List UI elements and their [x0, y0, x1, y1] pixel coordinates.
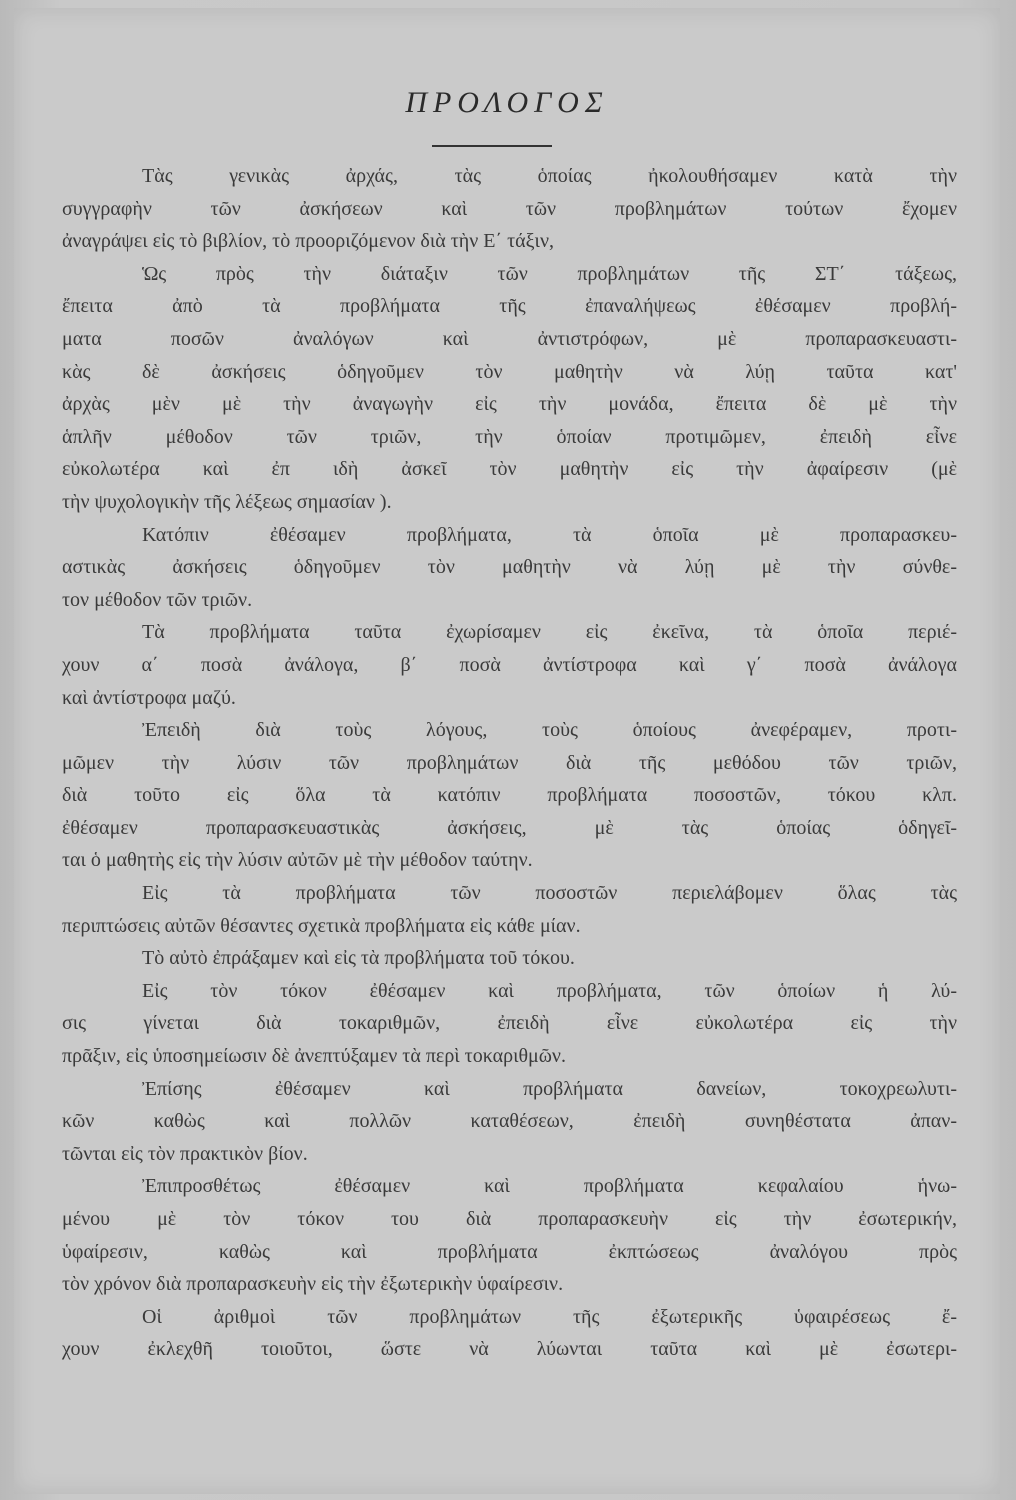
text-line: κῶν καθὼς καὶ πολλῶν καταθέσεων, ἐπειδὴ συνηθέστατα ἀπαν-	[62, 1110, 957, 1133]
text-line: Ἐπιπροσθέτως ἐθέσαμεν καὶ προβλήματα κεφαλαίου ἡνω-	[142, 1175, 957, 1198]
text-line: ἀναγράψει εἰς τὸ βιβλίον, τὸ προοριζόμενον διὰ τὴν Ε΄ τάξιν,	[62, 230, 554, 253]
text-line: ται ὁ μαθητὴς εἰς τὴν λύσιν αὐτῶν μὲ τὴν μέθοδον ταύτην.	[62, 849, 533, 872]
text-line: ἔπειτα ἀπὸ τὰ προβλήματα τῆς ἐπαναλήψεως ἐθέσαμεν προβλή-	[62, 295, 957, 318]
text-line: Οἱ ἀριθμοὶ τῶν προβλημάτων τῆς ἐξωτερικῆς ὑφαιρέσεως ἔ-	[142, 1305, 957, 1328]
text-line: περιπτώσεις αὐτῶν θέσαντες σχετικὰ προβλήματα εἰς κάθε μίαν.	[62, 914, 581, 937]
text-line: Ὡς πρὸς τὴν διάταξιν τῶν προβλημάτων τῆς ΣΤ΄ τάξεως,	[142, 262, 957, 285]
text-line: πρᾶξιν, εἰς ὑποσημείωσιν δὲ ἀνεπτύξαμεν τὰ περὶ τοκαριθμῶν.	[62, 1045, 566, 1068]
text-line: τὴν ψυχολογικὴν τῆς λέξεως σημασίαν ).	[62, 490, 392, 513]
book-page	[14, 8, 1000, 1494]
text-line: ἀρχὰς μὲν μὲ τὴν ἀναγωγὴν εἰς τὴν μονάδα, ἔπειτα δὲ μὲ τὴν	[62, 393, 957, 416]
text-line: Εἰς τὸν τόκον ἐθέσαμεν καὶ προβλήματα, τῶν ὁποίων ἡ λύ-	[142, 979, 957, 1002]
text-line: αστικὰς ἀσκήσεις ὁδηγοῦμεν τὸν μαθητὴν νὰ λύῃ μὲ τὴν σύνθε-	[62, 556, 957, 579]
text-line: χουν ἐκλεχθῆ τοιοῦτοι, ὥστε νὰ λύωνται ταῦτα καὶ μὲ ἐσωτερι-	[62, 1338, 957, 1361]
page-title: ΠΡΟΛΟΓΟΣ	[405, 86, 609, 119]
text-line: μῶμεν τὴν λύσιν τῶν προβλημάτων διὰ τῆς μεθόδου τῶν τριῶν,	[62, 751, 957, 774]
text-line: Τὰ προβλήματα ταῦτα ἐχωρίσαμεν εἰς ἐκεῖνα, τὰ ὁποῖα περιέ-	[142, 621, 957, 644]
text-line: Τὰς γενικὰς ἀρχάς, τὰς ὁποίας ἠκολουθήσαμεν κατὰ τὴν	[142, 165, 957, 187]
text-line: Κατόπιν ἐθέσαμεν προβλήματα, τὰ ὁποῖα μὲ προπαρασκευ-	[142, 523, 957, 546]
text-line: κὰς δὲ ἀσκήσεις ὁδηγοῦμεν τὸν μαθητὴν νὰ λύῃ ταῦτα κατ'	[62, 360, 957, 383]
text-line: Ἐπίσης ἐθέσαμεν καὶ προβλήματα δανείων, τοκοχρεωλυτι-	[142, 1077, 957, 1100]
text-line: συγγραφὴν τῶν ἀσκήσεων καὶ τῶν προβλημάτων τούτων ἔχομεν	[62, 197, 957, 220]
text-line: ματα ποσῶν ἀναλόγων καὶ ἀντιστρόφων, μὲ προπαρασκευαστι-	[62, 327, 957, 350]
text-line: καὶ ἀντίστροφα μαζύ.	[62, 686, 236, 709]
text-line: μένου μὲ τὸν τόκον του διὰ προπαρασκευὴν εἰς τὴν ἐσωτερικήν,	[62, 1208, 957, 1230]
text-line: Ἐπειδὴ διὰ τοὺς λόγους, τοὺς ὁποίους ἀνεφέραμεν, προτι-	[142, 719, 957, 742]
text-line: ἐθέσαμεν προπαρασκευαστικὰς ἀσκήσεις, μὲ τὰς ὁποίας ὁδηγεῖ-	[62, 816, 957, 839]
text-line: ὑφαίρεσιν, καθὼς καὶ προβλήματα ἐκπτώσεως ἀναλόγου πρὸς	[62, 1240, 957, 1263]
text-line: ἁπλῆν μέθοδον τῶν τριῶν, τὴν ὁποίαν προτιμῶμεν, ἐπειδὴ εἶνε	[62, 425, 957, 448]
text-line: εὐκολωτέρα καὶ ἐπ ιδὴ ἀσκεῖ τὸν μαθητὴν εἰς τὴν ἀφαίρεσιν (μὲ	[62, 458, 957, 481]
text-line: τον μέθοδον τῶν τριῶν.	[62, 588, 253, 611]
title-underline	[432, 145, 552, 147]
text-line: σις γίνεται διὰ τοκαριθμῶν, ἐπειδὴ εἶνε εὐκολωτέρα εἰς τὴν	[62, 1012, 957, 1035]
text-line: τὸν χρόνον διὰ προπαρασκευὴν εἰς τὴν ἐξωτερικὴν ὑφαίρεσιν.	[62, 1273, 564, 1296]
text-line: διὰ τοῦτο εἰς ὅλα τὰ κατόπιν προβλήματα ποσοστῶν, τόκου κλπ.	[62, 784, 957, 807]
text-line: Τὸ αὐτὸ ἐπράξαμεν καὶ εἰς τὰ προβλήματα τοῦ τόκου.	[142, 947, 575, 970]
text-line: Εἰς τὰ προβλήματα τῶν ποσοστῶν περιελάβομεν ὅλας τὰς	[142, 882, 957, 905]
text-line: χουν α΄ ποσὰ ἀνάλογα, β΄ ποσὰ ἀντίστροφα καὶ γ΄ ποσὰ ἀνάλογα	[62, 653, 957, 676]
text-line: τῶνται εἰς τὸν πρακτικὸν βίον.	[62, 1142, 308, 1165]
prologue-body-text	[62, 160, 957, 1366]
